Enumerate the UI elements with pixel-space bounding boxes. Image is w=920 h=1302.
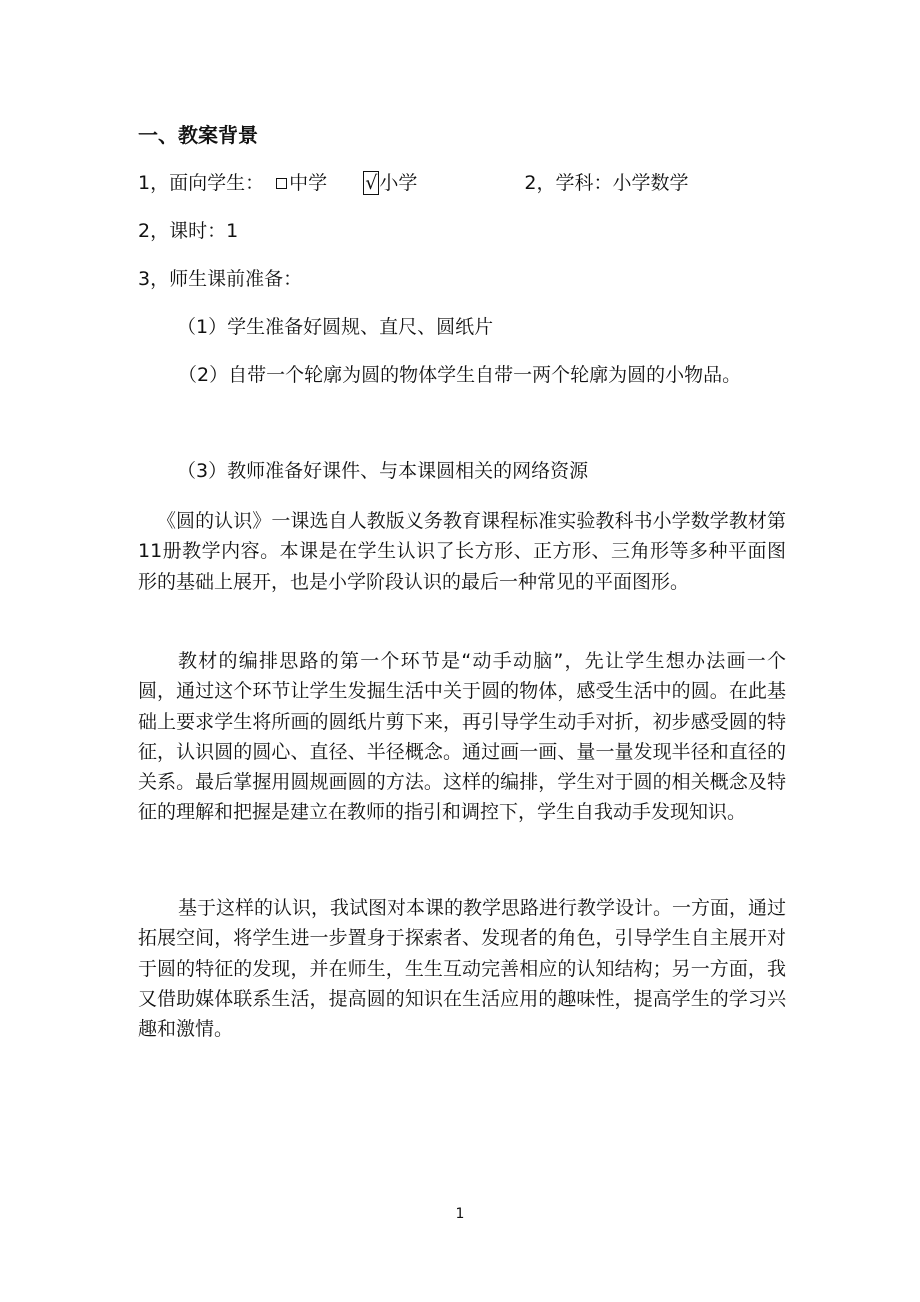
audience-label: 1，面向学生： [138,172,265,194]
option-primary-school: 小学 [379,172,418,194]
prep-item-3: （3）教师准备好课件、与本课圆相关的网络资源 [177,460,589,482]
subject-label: 2，学科：小学数学 [524,172,689,194]
page-number: 1 [455,1206,465,1222]
prep-item-2: （2）自带一个轮廓为圆的物体学生自带一两个轮廓为圆的小物品。 [178,364,742,386]
check-mark: √ [365,172,378,194]
section-heading: 一、教案背景 [138,123,258,147]
lesson-hours-line: 2，课时：1 [138,220,239,242]
checkmark-box [363,171,379,195]
paragraph-teaching-approach: 基于这样的认识，我试图对本课的教学思路进行教学设计。一方面，通过拓展空间，将学生进一步置身于探索者、发现者的角色，引导学生自主展开对于圆的特征的发现，并在师生，生生互动完善相应的认知结构；另一方面，我又借助媒体联系生活，提高圆的知识在生活应用的趣味性，提高学生的学习兴趣和激情。 [138,897,787,1041]
paragraph-intro: 《圆的认识》一课选自人教版义务教育课程标准实验教科书小学数学教材第11册教学内容。本课是在学生认识了长方形、正方形、三角形等多种平面图形的基础上展开，也是小学阶段认识的最后一种常见的平面图形。 [138,510,786,593]
preparation-heading: 3，师生课前准备： [138,268,303,290]
paragraph-textbook-design: 教材的编排思路的第一个环节是“动手动脑”，先让学生想办法画一个圆，通过这个环节让学生发掘生活中关于圆的物体，感受生活中的圆。在此基础上要求学生将所画的圆纸片剪下来，再引导学生动手对折，初步感受圆的特征，认识圆的圆心、直径、半径概念。通过画一画、量一量发现半径和直径的关系。最后掌握用圆规画圆的方法。这样的编排，学生对于圆的相关概念及特征的理解和把握是建立在教师的指引和调控下，学生自我动手发现知识。 [138,650,786,824]
option-middle-school: 中学 [289,172,328,194]
audience-subject-line [138,171,689,195]
prep-item-1: （1）学生准备好圆规、直尺、圆纸片 [177,316,494,338]
unchecked-box-icon [276,178,287,189]
